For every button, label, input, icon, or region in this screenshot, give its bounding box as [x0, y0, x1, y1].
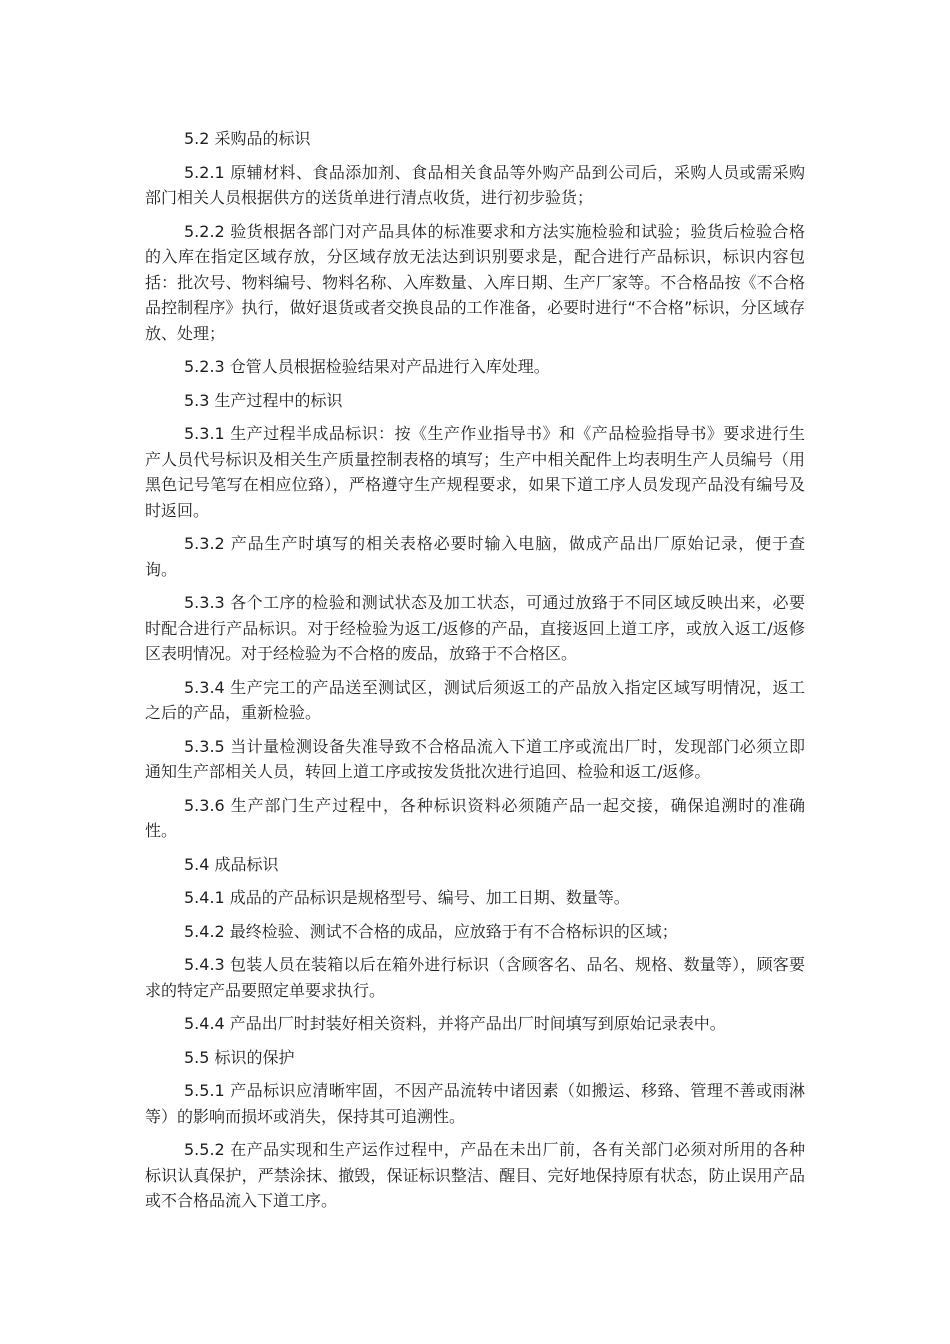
paragraph-5-3-6: 5.3.6 生产部门生产过程中，各种标识资料必须随产品一起交接，确保追溯时的准确性。 [145, 795, 805, 840]
document-body [145, 126, 805, 1222]
paragraph-5-3-2: 5.3.2 产品生产时填写的相关表格必要时输入电脑，做成产品出厂原始记录，便于查询。 [145, 534, 805, 579]
section-heading-5-4: 5.4 成品标识 [184, 854, 279, 874]
section-heading-5-3: 5.3 生产过程中的标识 [184, 390, 343, 410]
paragraph-5-3-4: 5.3.4 生产完工的产品送至测试区，测试后须返工的产品放入指定区域写明情况，返工之后的产品，重新检验。 [145, 677, 805, 722]
paragraph-5-2-2: 5.2.2 验货根据各部门对产品具体的标准要求和方法实施检验和试验；验货后检验合格的入库在指定区域存放，分区域存放无法达到识别要求是，配合进行产品标识，标识内容包括：批次号、物料编号、物料名称、入库数量、入库日期、生产厂家等。不合格品按《不合格品控制程序》执行，做好退货或者交换良品的工作准备，必要时进行“不合格”标识，分区域存放、处理； [145, 221, 805, 343]
paragraph-5-5-2: 5.5.2 在产品实现和生产运作过程中，产品在未出厂前，各有关部门必须对所用的各种标识认真保护，严禁涂抹、撤毁，保证标识整洁、醒目、完好地保持原有状态，防止误用产品或不合格品流入下道工序。 [145, 1140, 805, 1210]
paragraph-5-3-1: 5.3.1 生产过程半成品标识：按《生产作业指导书》和《产品检验指导书》要求进行生产人员代号标识及相关生产质量控制表格的填写；生产中相关配件上均表明生产人员编号（用黑色记号笔写在相应位臵），严格遵守生产规程要求，如果下道工序人员发现产品没有编号及时返回。 [145, 424, 805, 520]
paragraph-5-2-1: 5.2.1 原辅材料、食品添加剂、食品相关食品等外购产品到公司后，采购人员或需采购部门相关人员根据供方的送货单进行清点收货，进行初步验货； [145, 162, 805, 207]
paragraph-5-4-1: 5.4.1 成品的产品标识是规格型号、编号、加工日期、数量等。 [184, 888, 630, 907]
paragraph-5-3-3: 5.3.3 各个工序的检验和测试状态及加工状态，可通过放臵于不同区域反映出来，必要时配合进行产品标识。对于经检验为返工/返修的产品，直接返回上道工序，或放入返工/返修区表明情况。对于经检验为不合格的废品，放臵于不合格区。 [145, 593, 805, 663]
paragraph-5-5-1: 5.5.1 产品标识应清晰牢固，不因产品流转中诸因素（如搬运、移臵、管理不善或雨淋等）的影响而损坏或消失，保持其可追溯性。 [145, 1081, 805, 1126]
paragraph-5-2-3: 5.2.3 仓管人员根据检验结果对产品进行入库处理。 [184, 357, 550, 376]
paragraph-5-3-5: 5.3.5 当计量检测设备失准导致不合格品流入下道工序或流出厂时，发现部门必须立即通知生产部相关人员，转回上道工序或按发货批次进行追回、检验和返工/返修。 [145, 736, 805, 781]
paragraph-5-4-3: 5.4.3 包装人员在装箱以后在箱外进行标识（含顾客名、品名、规格、数量等），顾客要求的特定产品要照定单要求执行。 [145, 955, 805, 1000]
paragraph-5-4-4: 5.4.4 产品出厂时封装好相关资料，并将产品出厂时间填写到原始记录表中。 [184, 1014, 726, 1033]
paragraph-5-4-2: 5.4.2 最终检验、测试不合格的成品，应放臵于有不合格标识的区域； [184, 921, 678, 941]
section-heading-5-2: 5.2 采购品的标识 [184, 129, 311, 148]
section-heading-5-5: 5.5 标识的保护 [184, 1047, 295, 1067]
